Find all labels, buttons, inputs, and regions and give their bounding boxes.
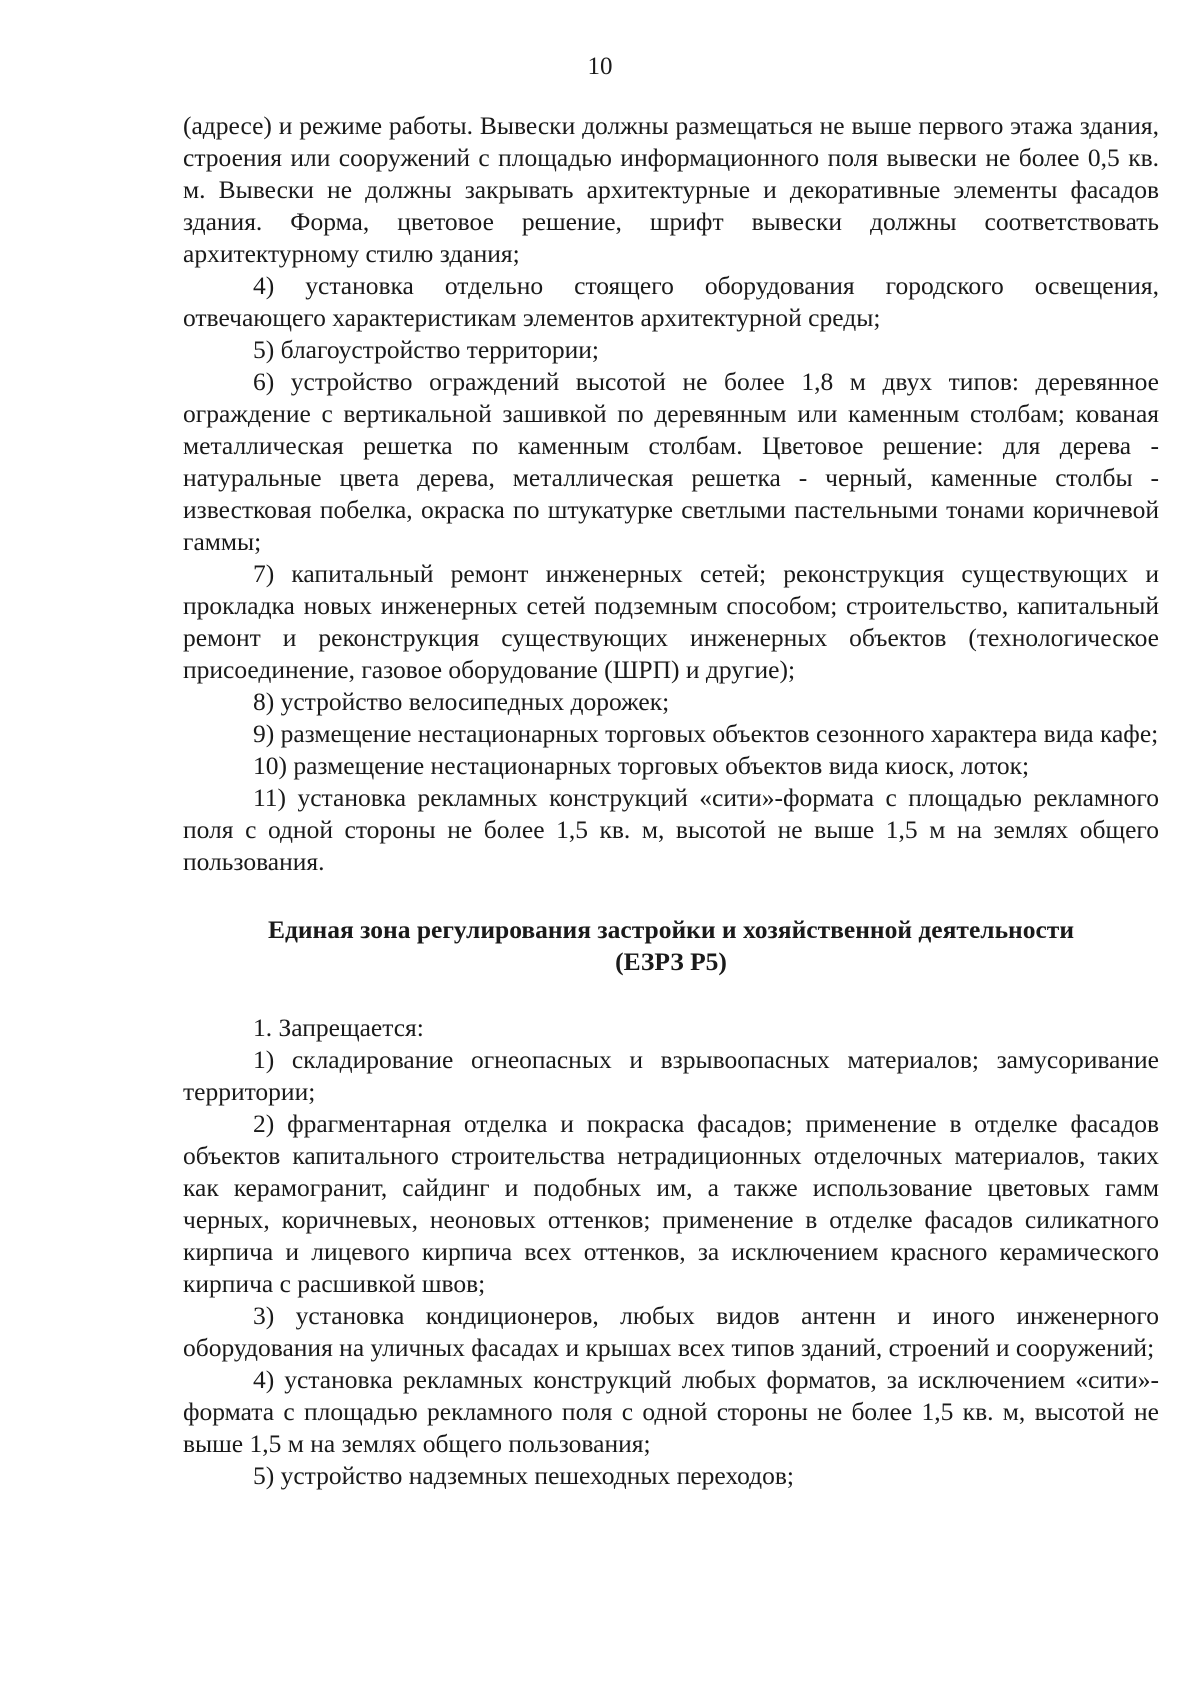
paragraph-prohibited-item-2: 2) фрагментарная отделка и покраска фасадов; применение в отделке фасадов объектов капитального строительства нетрадиционных отделочных материалов, таких как керамогранит, сайдинг и подобных им, а также использование цветовых гамм черных, коричневых, неоновых оттенков; применение в отделке фасадов силикатного кирпича и лицевого кирпича всех оттенков, за исключением красного керамического кирпича с расшивкой швов; [183, 1109, 1159, 1298]
paragraph-prohibited-item-1: 1) складирование огнеопасных и взрывоопасных материалов; замусоривание территории; [183, 1045, 1159, 1106]
paragraph-prohibited-intro: 1. Запрещается: [253, 1013, 424, 1042]
document-body [183, 110, 1159, 1492]
paragraph-item-11-advertising: 11) установка рекламных конструкций «сити»-формата с площадью рекламного поля с одной стороны не более 1,5 кв. м, высотой не выше 1,5 м на землях общего пользования. [183, 783, 1159, 876]
section-heading [183, 914, 1159, 978]
section-heading-code: (ЕЗРЗ Р5) [615, 947, 727, 976]
paragraph-prohibited-item-5: 5) устройство надземных пешеходных переходов; [253, 1461, 795, 1490]
paragraph-item-9-seasonal-cafes: 9) размещение нестационарных торговых объектов сезонного характера вида кафе; [253, 719, 1159, 748]
paragraph-item-8-bike-paths: 8) устройство велосипедных дорожек; [253, 687, 670, 716]
paragraph-prohibited-item-3: 3) установка кондиционеров, любых видов антенн и иного инженерного оборудования на уличных фасадах и крышах всех типов зданий, строений и сооружений; [183, 1301, 1159, 1362]
paragraph-item-7-utilities: 7) капитальный ремонт инженерных сетей; реконструкция существующих и прокладка новых инженерных сетей подземным способом; строительство, капитальный ремонт и реконструкция существующих инженерных объектов (технологическое присоединение, газовое оборудование (ШРП) и другие); [183, 559, 1159, 684]
paragraph-item-6-fences: 6) устройство ограждений высотой не более 1,8 м двух типов: деревянное ограждение с вертикальной зашивкой по деревянным или каменным столбам; кованая металлическая решетка по каменным столбам. Цветовое решение: для дерева - натуральные цвета дерева, металлическая решетка - черный, каменные столбы - известковая побелка, окраска по штукатурке светлыми пастельными тонами коричневой гаммы; [183, 367, 1159, 556]
paragraph-prohibited-item-4: 4) установка рекламных конструкций любых форматов, за исключением «сити»-формата с площадью рекламного поля с одной стороны не более 1,5 кв. м, высотой не выше 1,5 м на землях общего пользования; [183, 1365, 1159, 1458]
page-number: 10 [587, 53, 613, 80]
paragraph-item-4-lighting: 4) установка отдельно стоящего оборудования городского освещения, отвечающего характеристикам элементов архитектурной среды; [183, 271, 1159, 332]
paragraph-item-5-landscaping: 5) благоустройство территории; [253, 335, 600, 364]
paragraph-item-10-kiosks: 10) размещение нестационарных торговых объектов вида киоск, лоток; [253, 751, 1030, 780]
section-heading-title: Единая зона регулирования застройки и хозяйственной деятельности [267, 915, 1075, 944]
paragraph-signage-continued: (адресе) и режиме работы. Вывески должны размещаться не выше первого этажа здания, строения или сооружений с площадью информационного поля вывески не более 0,5 кв. м. Вывески не должны закрывать архитектурные и декоративные элементы фасадов здания. Форма, цветовое решение, шрифт вывески должны соответствовать архитектурному стилю здания; [183, 111, 1159, 268]
